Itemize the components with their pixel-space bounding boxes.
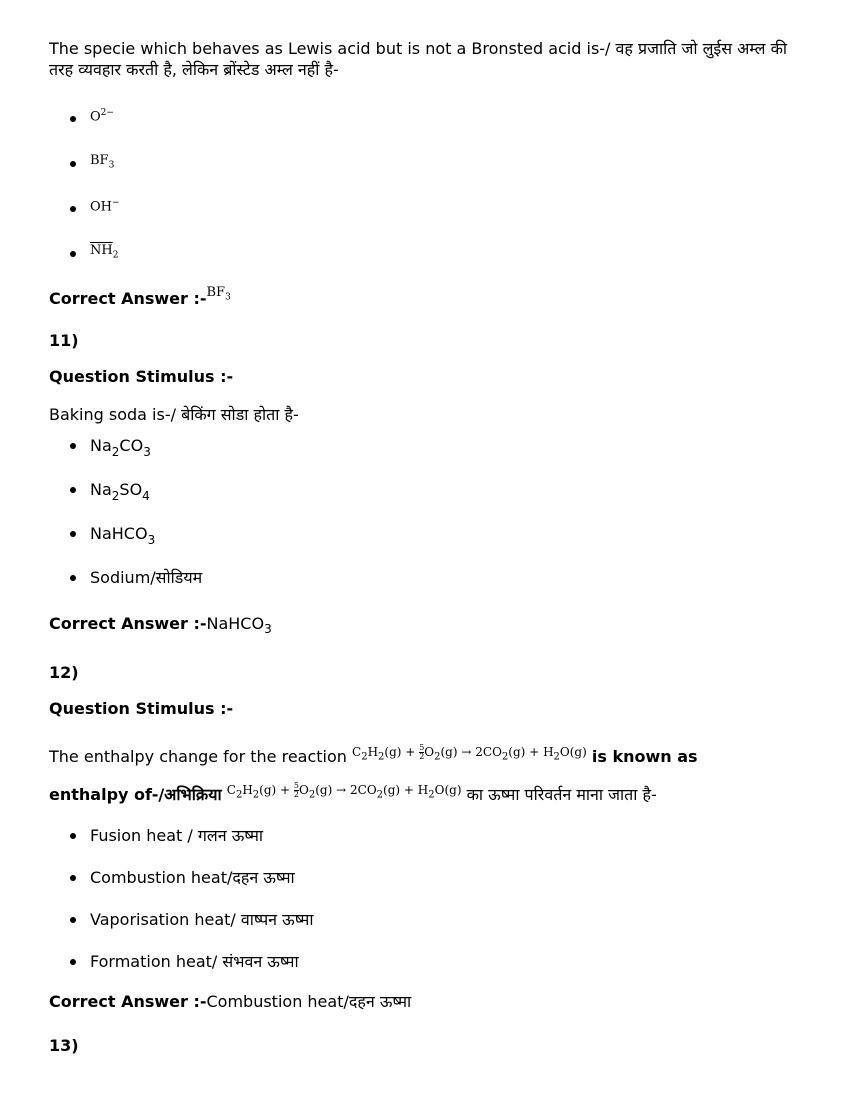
q10-stimulus: The specie which behaves as Lewis acid but is not a Bronsted acid is-/ वह प्रजाति जो लुईस अम्ल की तरह व्यवहार करती है, लेकिन ब्रोंस्टेड अम्ल नहीं है-	[49, 39, 788, 79]
q10-option-4: $\overline{NH}_2$	[49, 223, 809, 268]
q11-stimulus-label: Question Stimulus :-	[49, 367, 234, 386]
q11-option-4: Sodium/सोडियम	[49, 567, 809, 611]
q11-option-3: NaHCO$_3$	[49, 523, 809, 567]
q10-option-1: $O^{2-}$	[49, 88, 809, 133]
q10-option-3: OH−	[49, 178, 809, 223]
q12-option-4: Formation heat/ संभवन ऊष्मा	[49, 951, 809, 993]
q11-stimulus: Baking soda is-/ बेकिंग सोडा होता है-	[49, 405, 299, 424]
q11-option-1: $Na_2CO_3$	[49, 435, 809, 479]
q10-correct-answer: Correct Answer $:-BF_3$	[49, 285, 231, 308]
q12-option-2: Combustion heat/दहन ऊष्मा	[49, 867, 809, 909]
q12-number: 12)	[49, 663, 79, 683]
q12-options	[49, 825, 809, 993]
reaction-equation: $C_2H_2(g)$ + $\frac{5}{2}$ $O_2(g) \to 2CO_2(g) + H_2O(g)$	[352, 743, 587, 763]
q10-options	[49, 88, 809, 268]
q13-number: 13)	[49, 1035, 79, 1055]
q12-option-1: Fusion heat / गलन ऊष्मा	[49, 825, 809, 867]
q10-option-2: $BF_3$	[49, 133, 809, 178]
q12-correct-answer: Correct Answer :-Combustion heat/दहन ऊष्मा	[49, 991, 412, 1011]
q12-stimulus: The enthalpy change for the reaction $C_2H_2(g)$ + $\frac{5}{2}$ $O_2(g) \to 2CO_2(g) + H_2O(g)$ is known as enthalpy of-/अभिक्रिया $C_2H_2(g)$ + $\frac{5}{2}$ $O_2(g) \to 2CO_2(g) + H_2O(g)$ का ऊष्मा परिवर्तन माना जाता है-	[49, 736, 809, 811]
q12-option-3: Vaporisation heat/ वाष्पन ऊष्मा	[49, 909, 809, 951]
reaction-equation-hindi: $C_2H_2(g)$ + $\frac{5}{2}$ $O_2(g) \to 2CO_2(g) + H_2O(g)$	[226, 780, 462, 800]
q11-option-2: $Na_2SO_4$	[49, 479, 809, 523]
q11-options	[49, 435, 809, 611]
q11-correct-answer: Correct Answer :-NaHCO$_3$	[49, 614, 272, 637]
q12-stimulus-label: Question Stimulus :-	[49, 699, 234, 719]
q11-number: 11)	[49, 331, 79, 350]
question-paper-page	[49, 38, 809, 1057]
